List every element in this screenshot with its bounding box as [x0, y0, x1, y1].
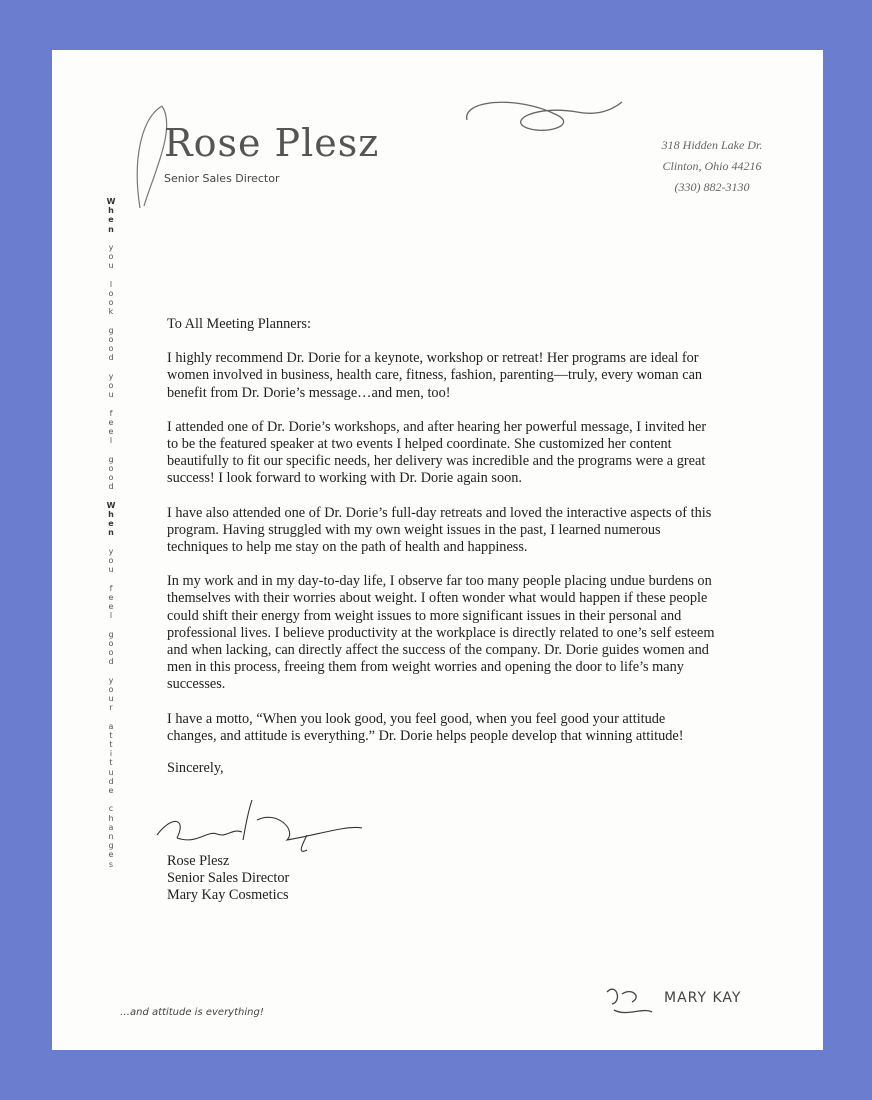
- motto-word: y o u: [108, 546, 114, 575]
- letter-page: [52, 50, 823, 1050]
- signer-block: [167, 853, 289, 904]
- motto-word: g o o d: [108, 454, 114, 492]
- motto-word: W h e n: [106, 197, 116, 234]
- motto-word: f e e l: [108, 583, 114, 621]
- paragraph: In my work and in my day-to-day life, I observe far too many people placing undue burdens on themselves with their worries about weight. I often wonder what would happen if these people could shift their energy from weight issues to more significant issues in their personal and professional lives. I believe productivity at the workplace is directly related to one’s self esteem and when lacking, can directly affect the success of the company. Dr. Dorie guides women and men in this process, freeing them from weight worries and opening the door to life’s many successes.: [167, 573, 715, 693]
- vertical-motto: [105, 197, 117, 878]
- letterhead-address: [612, 135, 812, 198]
- motto-word: y o u: [108, 371, 114, 400]
- motto-word: a t t i t u d e: [108, 721, 114, 795]
- motto-word: g o o d: [108, 325, 114, 363]
- letter-body: [167, 316, 717, 794]
- swirl-ornament-icon: [457, 90, 627, 140]
- address-phone: (330) 882-3130: [674, 180, 750, 194]
- letterhead-title: Senior Sales Director: [164, 172, 280, 185]
- signer-title: Senior Sales Director: [167, 870, 290, 886]
- motto-word: c h a n g e s: [108, 804, 114, 869]
- address-city: Clinton, Ohio 44216: [662, 159, 762, 173]
- mary-kay-brand: MARY KAY: [664, 990, 742, 1006]
- paragraph: I have also attended one of Dr. Dorie’s full-day retreats and loved the interactive aspects of this program. Having struggled with my own weight issues in the past, I learned numerous techniques to help me stay on the path of health and happiness.: [167, 504, 712, 556]
- motto-word: l o o k: [108, 279, 114, 317]
- paragraph: I attended one of Dr. Dorie’s workshops, and after hearing her powerful message, I invited her to be the featured speaker at two events I helped coordinate. She customized her content beautifully to fit our specific needs, her delivery was incredible and the programs were a great success! I look forward to working with Dr. Dorie again soon.: [167, 418, 707, 487]
- motto-word: g o o d: [108, 629, 114, 667]
- motto-word: y o u: [108, 243, 114, 271]
- motto-word: f e e l: [108, 408, 114, 446]
- paragraph: I highly recommend Dr. Dorie for a keynote, workshop or retreat! Her programs are ideal for women involved in business, health care, fitness, fashion, parenting—truly, every woman can benefit from Dr. Dorie’s message…and men, too!: [167, 350, 703, 401]
- salutation: To All Meeting Planners:: [167, 316, 311, 332]
- mary-kay-logo-icon: [602, 982, 662, 1018]
- address-street: 318 Hidden Lake Dr.: [661, 138, 763, 152]
- footer-tagline: …and attitude is everything!: [120, 1007, 264, 1018]
- signer-name: Rose Plesz: [167, 853, 230, 869]
- closing: Sincerely,: [167, 760, 224, 777]
- signer-company: Mary Kay Cosmetics: [167, 887, 289, 903]
- paragraph: I have a motto, “When you look good, you feel good, when you feel good your attitude changes, and attitude is everything.” Dr. Dorie helps people develop that winning attitude!: [167, 710, 684, 744]
- motto-word: W h e n: [106, 500, 116, 538]
- signature-image: [147, 790, 367, 860]
- letterhead-name: Rose Plesz: [164, 121, 380, 165]
- motto-word: y o u r: [108, 675, 114, 713]
